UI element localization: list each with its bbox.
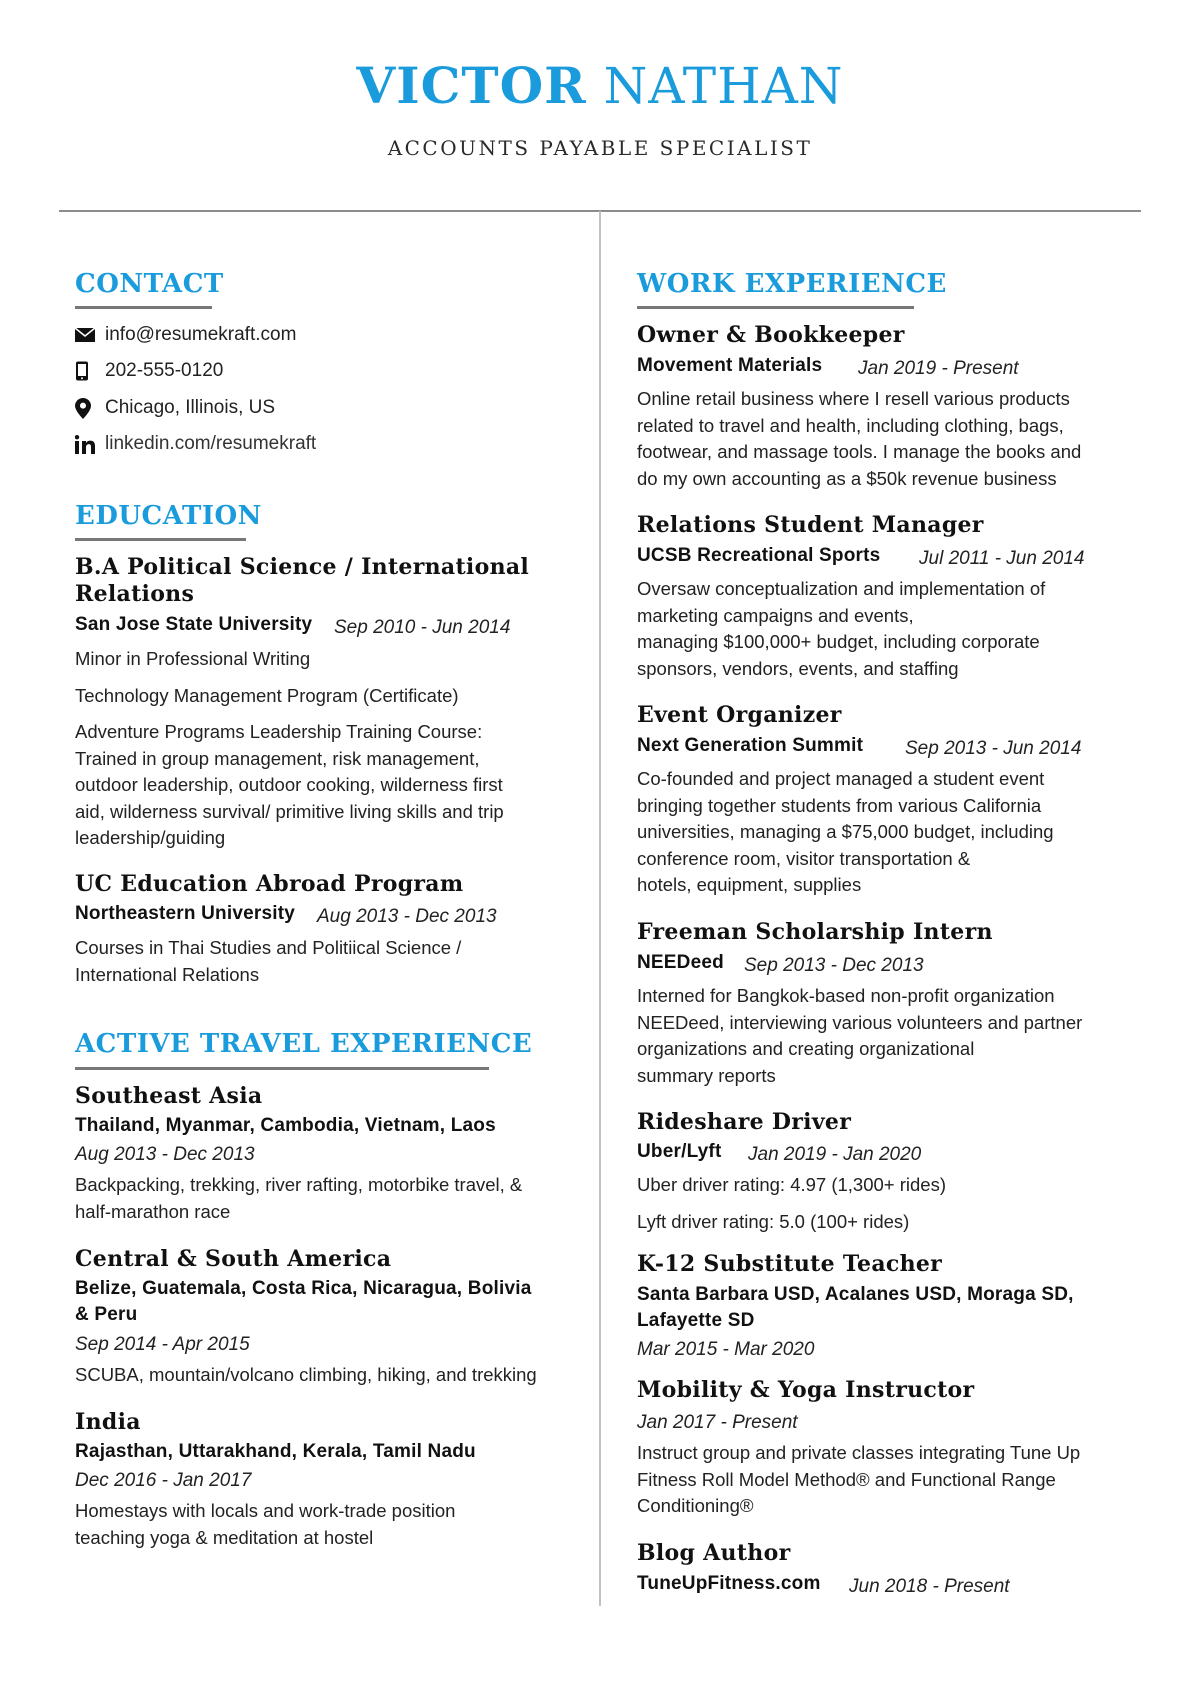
work-description [637,983,1082,1089]
contact-location-row [75,395,275,421]
note-line: Trained in group management, risk management, [75,747,480,769]
education-school: Northeastern University [75,903,296,924]
note-line: Technology Management Program (Certificate) [75,685,459,706]
work-org: NEEDeed [637,952,724,973]
travel-dates: Dec 2016 - Jan 2017 [75,1470,252,1491]
travel-region: Southeast Asia [75,1083,263,1109]
description-line: Interned for Bangkok-based non-profit organization [637,985,1055,1006]
note-line: leadership/guiding [75,827,226,848]
description-line: teaching yoga & meditation at hostel [75,1526,374,1548]
work-org: TuneUpFitness.com [637,1573,821,1594]
work-description [637,386,1081,492]
description-line: SCUBA, mountain/volcano climbing, hiking, and trekking [75,1364,537,1385]
description-line: sponsors, vendors, events, and staffing [637,657,959,679]
note-line: aid, wilderness survival/ primitive living skills and trip [75,800,504,822]
travel-places: Rajasthan, Uttarakhand, Kerala, Tamil Nadu [75,1441,476,1462]
envelope-icon [75,324,105,346]
note-line: Courses in Thai Studies and Politiical Science / [75,937,462,958]
education-degree [75,554,529,608]
work-title: K-12 Substitute Teacher [637,1251,943,1277]
contact-phone-row [75,358,223,384]
education-dates: Sep 2010 - Jun 2014 [334,617,511,638]
description-line: Homestays with locals and work-trade position [75,1500,456,1521]
contact-linkedin-row [75,431,316,457]
first-name: VICTOR [356,56,587,115]
work-description [637,766,1054,899]
description-line: hotels, equipment, supplies [637,874,862,895]
work-title: Event Organizer [637,702,842,728]
candidate-name [0,58,1200,114]
description-line: footwear, and massage tools. I manage the books and [637,441,1082,462]
description-line: Instruct group and private classes integrating Tune Up [637,1442,1081,1463]
note-line: Minor in Professional Writing [75,648,311,669]
travel-description [75,1498,455,1551]
work-heading: WORK EXPERIENCE [637,269,947,299]
education-note [75,646,310,673]
work-org: Movement Materials [637,355,823,376]
contact-heading: CONTACT [75,269,224,299]
job-title-header: ACCOUNTS PAYABLE SPECIALIST [387,136,813,160]
org-line: Lafayette SD [637,1310,755,1331]
work-dates: Jul 2011 - Jun 2014 [919,548,1085,569]
travel-dates: Sep 2014 - Apr 2015 [75,1334,250,1355]
location-pin-icon [75,397,105,419]
contact-location: Chicago, Illinois, US [105,397,276,418]
contact-phone: 202-555-0120 [105,360,224,381]
travel-region: India [75,1409,141,1435]
places-line: & Peru [75,1304,138,1325]
work-title: Blog Author [637,1540,791,1566]
places-line: Belize, Guatemala, Costa Rica, Nicaragua, Bolivia [75,1278,532,1299]
note-line: outdoor leadership, outdoor cooking, wilderness first [75,774,503,795]
education-note [75,935,461,988]
education-note [75,719,504,852]
description-line: bringing together students from various California [637,794,1042,816]
description-line: managing $100,000+ budget, including corporate [637,631,1040,652]
description-line: Oversaw conceptualization and implementation of [637,578,1046,599]
description-line: organizations and creating organizational [637,1038,975,1059]
contact-email[interactable]: info@resumekraft.com [105,324,297,345]
work-title: Rideshare Driver [637,1109,852,1135]
work-description [637,1440,1080,1520]
travel-places: Thailand, Myanmar, Cambodia, Vietnam, Laos [75,1115,496,1136]
work-dates: Jun 2018 - Present [849,1576,1010,1597]
description-line: Conditioning® [637,1495,754,1516]
work-heading-rule [637,306,914,309]
education-degree: UC Education Abroad Program [75,871,464,897]
description-line: Lyft driver rating: 5.0 (100+ rides) [637,1211,910,1232]
note-line: International Relations [75,963,260,985]
travel-description [75,1172,522,1225]
note-line: Adventure Programs Leadership Training Course: [75,721,483,742]
description-line: half-marathon race [75,1200,231,1222]
contact-heading-rule [75,306,212,309]
linkedin-icon [75,433,105,455]
description-line: do my own accounting as a $50k revenue business [637,467,1057,489]
description-line: Co-founded and project managed a student event [637,768,1045,789]
work-dates: Jan 2019 - Jan 2020 [748,1144,922,1165]
description-line: marketing campaigns and events, [637,604,914,626]
column-divider [599,211,601,1606]
description-line: Backpacking, trekking, river rafting, motorbike travel, & [75,1174,523,1195]
description-line: universities, managing a $75,000 budget, including [637,821,1054,842]
education-school: San Jose State University [75,614,313,635]
travel-region: Central & South America [75,1246,392,1272]
work-org [637,1282,1074,1334]
work-dates: Sep 2013 - Dec 2013 [744,955,924,976]
work-dates: Sep 2013 - Jun 2014 [905,738,1082,759]
contact-linkedin[interactable]: linkedin.com/resumekraft [105,433,317,454]
description-line: Fitness Roll Model Method® and Functional Range [637,1468,1056,1490]
work-org: Next Generation Summit [637,735,864,756]
education-degree-line: Relations [75,581,195,607]
description-line: conference room, visitor transportation & [637,847,971,869]
description-line: NEEDeed, interviewing various volunteers and partner [637,1011,1083,1033]
last-name: NATHAN [603,57,844,115]
work-org: Uber/Lyft [637,1141,722,1162]
travel-heading: ACTIVE TRAVEL EXPERIENCE [75,1029,533,1059]
work-title: Freeman Scholarship Intern [637,919,993,945]
education-degree-line: B.A Political Science / International [75,554,530,580]
work-description [637,1172,946,1199]
description-line: Online retail business where I resell various products [637,388,1070,409]
work-description [637,1209,909,1236]
work-title: Mobility & Yoga Instructor [637,1377,975,1403]
work-title: Owner & Bookkeeper [637,322,905,348]
travel-places [75,1276,531,1328]
work-description [637,576,1045,682]
work-title: Relations Student Manager [637,512,984,538]
education-heading-rule [75,538,246,541]
work-org: UCSB Recreational Sports [637,545,881,566]
work-dates: Jan 2019 - Present [858,358,1019,379]
work-dates: Mar 2015 - Mar 2020 [637,1339,815,1360]
phone-icon [75,360,105,382]
description-line: summary reports [637,1064,776,1086]
travel-description [75,1362,537,1389]
education-note [75,683,459,710]
travel-dates: Aug 2013 - Dec 2013 [75,1144,255,1165]
education-dates: Aug 2013 - Dec 2013 [317,906,497,927]
travel-heading-rule [75,1067,489,1070]
education-heading: EDUCATION [75,501,262,531]
work-dates: Jan 2017 - Present [637,1412,798,1433]
description-line: related to travel and health, including clothing, bags, [637,414,1064,436]
org-line: Santa Barbara USD, Acalanes USD, Moraga SD, [637,1284,1074,1305]
contact-email-row [75,322,296,348]
description-line: Uber driver rating: 4.97 (1,300+ rides) [637,1174,946,1195]
